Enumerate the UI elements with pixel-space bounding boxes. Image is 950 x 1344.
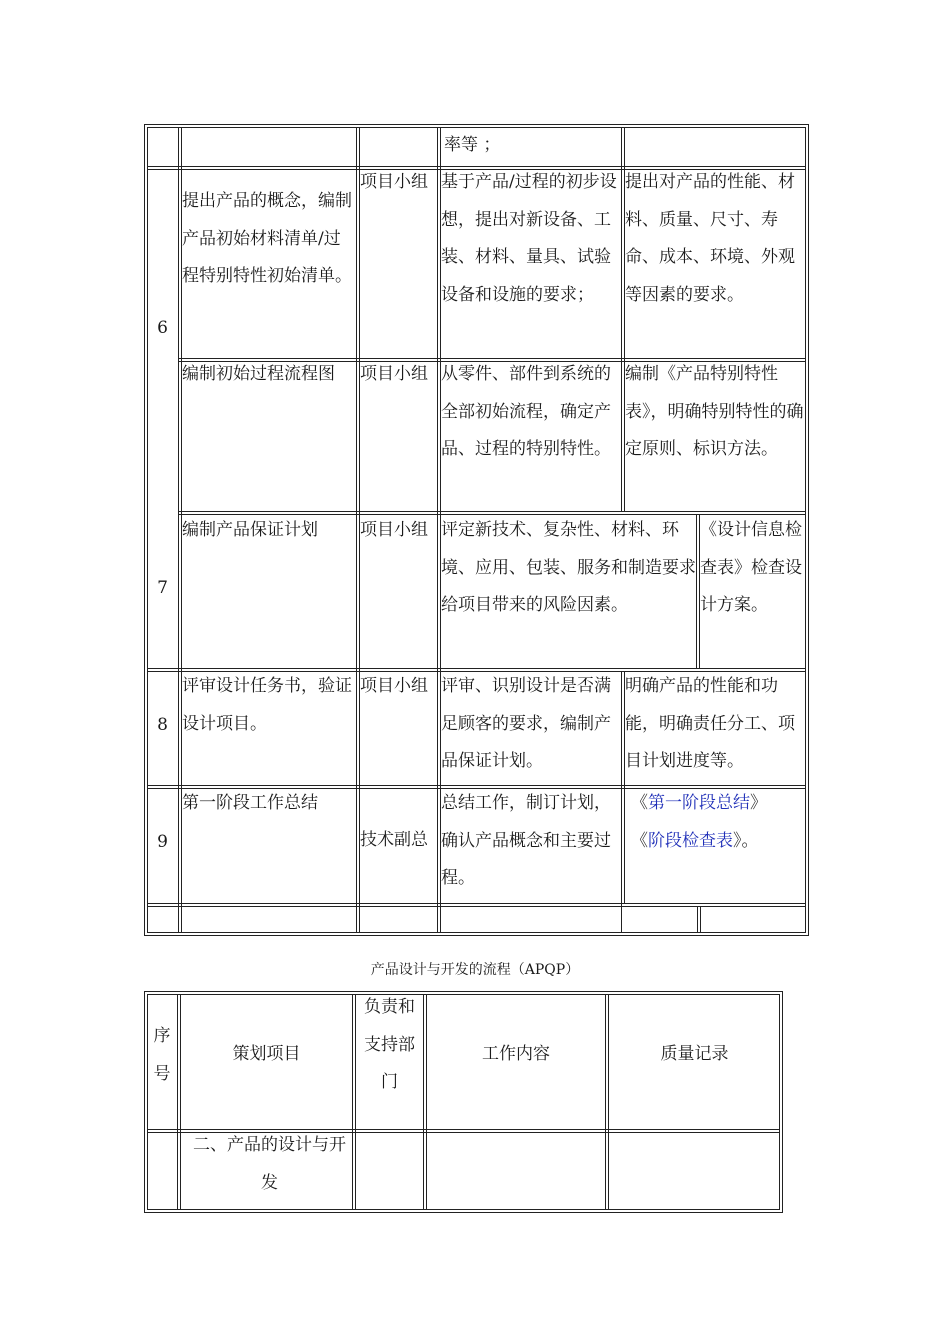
header-work-content: 工作内容 [482,1044,550,1064]
responsible-dept: 项目小组 [360,676,428,696]
header-serial-no: 序号 [153,1026,171,1084]
header-quality-record: 质量记录 [660,1044,729,1064]
header-responsible-dept: 负责和支持部门 [364,997,415,1092]
planning-item: 编制初始过程流程图 [182,364,335,384]
stage-checklist-link[interactable]: 阶段检查表 [648,830,733,851]
planning-item: 评审设计任务书，验证设计项目。 [182,676,352,734]
planning-item: 第一阶段工作总结 [182,793,318,813]
stage-one-summary-link[interactable]: 第一阶段总结 [648,793,750,813]
planning-item: 提出产品的概念，编制产品初始材料清单/过程特别特性初始清单。 [182,191,352,286]
work-content: 基于产品/过程的初步设想，提出对新设备、工装、材料、量具、试验设备和设施的要求； [441,172,617,305]
quality-record: 《第一阶段总结》 《阶段检查表》。 [631,793,767,851]
responsible-dept: 技术副总 [360,830,428,850]
quality-record: 编制《产品特别特性表》，明确特别特性的确定原则、标识方法。 [625,364,804,459]
work-content: 评审、识别设计是否满足顾客的要求，编制产品保证计划。 [441,676,611,771]
row-number: 9 [157,832,168,852]
work-content: 从零件、部件到系统的全部初始流程，确定产品、过程的特别特性。 [441,364,611,459]
section-title: 二、产品的设计与开发 [193,1135,346,1193]
row-number: 7 [157,578,168,598]
table-row-top-content: 率等 ； [444,135,501,155]
header-planning-item: 策划项目 [232,1044,301,1064]
planning-item: 编制产品保证计划 [182,520,318,540]
responsible-dept: 项目小组 [360,364,428,384]
responsible-dept: 项目小组 [360,520,428,540]
work-content: 评定新技术、复杂性、材料、环境、应用、包装、服务和制造要求给项目带来的风险因素。 [441,520,696,615]
row-number: 6 [157,318,168,338]
responsible-dept: 项目小组 [360,172,428,192]
quality-record: 提出对产品的性能、材料、质量、尺寸、寿命、成本、环境、外观等因素的要求。 [625,172,795,305]
quality-record: 明确产品的性能和功能，明确责任分工、项目计划进度等。 [625,676,795,771]
quality-record: 《设计信息检查表》检查设计方案。 [700,520,802,615]
work-content: 总结工作，制订计划，确认产品概念和主要过程。 [441,793,611,888]
row-number: 8 [157,715,168,735]
table-caption: 产品设计与开发的流程（APQP） [370,962,580,978]
